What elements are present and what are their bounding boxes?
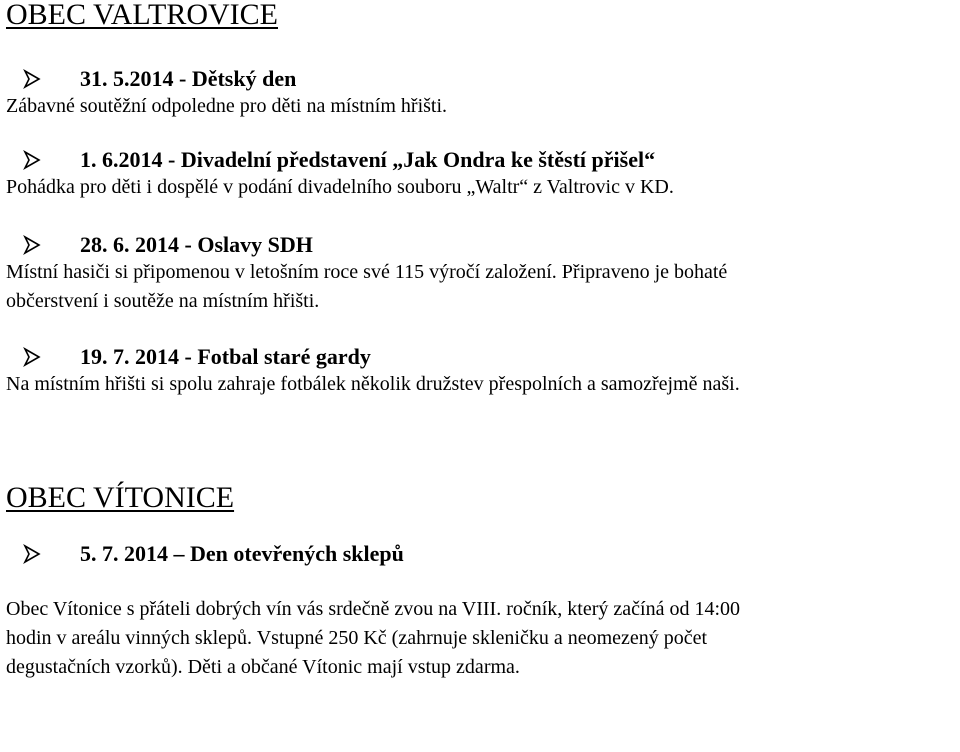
section-title-vitonice: OBEC VÍTONICE bbox=[6, 481, 235, 514]
event-title-text: 19. 7. 2014 - Fotbal staré gardy bbox=[80, 344, 371, 369]
arrowhead-bullet-icon bbox=[22, 69, 42, 89]
event-title-text: 5. 7. 2014 – Den otevřených sklepů bbox=[80, 541, 404, 566]
arrowhead-bullet-icon bbox=[22, 544, 42, 564]
event-description: degustačních vzorků). Děti a občané Vítonic mají vstup zdarma. bbox=[6, 656, 520, 678]
arrowhead-bullet-icon bbox=[22, 150, 42, 170]
arrowhead-bullet-icon bbox=[22, 347, 42, 367]
document-page bbox=[6, 0, 956, 682]
section-title-valtrovice: OBEC VALTROVICE bbox=[6, 0, 278, 31]
event-description: Pohádka pro děti i dospělé v podání divadelního souboru „Waltr“ z Valtrovic v KD. bbox=[6, 176, 674, 198]
event-description: Na místním hřišti si spolu zahraje fotbálek několik družstev přespolních a samozřejmě naši. bbox=[6, 373, 740, 395]
event-description: Zábavné soutěžní odpoledne pro děti na místním hřišti. bbox=[6, 95, 448, 117]
event-title bbox=[6, 232, 956, 258]
event-title-text: 28. 6. 2014 - Oslavy SDH bbox=[80, 232, 313, 257]
arrowhead-bullet-icon bbox=[22, 235, 42, 255]
event-title-text: 1. 6.2014 - Divadelní představení „Jak Ondra ke štěstí přišel“ bbox=[80, 147, 656, 172]
event-title bbox=[6, 344, 956, 370]
event-description: Místní hasiči si připomenou v letošním roce své 115 výročí založení. Připraveno je bohaté bbox=[6, 261, 728, 283]
event-title bbox=[6, 147, 956, 173]
event-description: Obec Vítonice s přáteli dobrých vín vás srdečně zvou na VIII. ročník, který začíná od 14:00 bbox=[6, 598, 741, 620]
event-title-text: 31. 5.2014 - Dětský den bbox=[80, 66, 297, 91]
event-description: hodin v areálu vinných sklepů. Vstupné 250 Kč (zahrnuje skleničku a neomezený počet bbox=[6, 627, 708, 649]
event-description: občerstvení i soutěže na místním hřišti. bbox=[6, 290, 320, 312]
event-title bbox=[6, 541, 956, 567]
event-title bbox=[6, 66, 956, 92]
